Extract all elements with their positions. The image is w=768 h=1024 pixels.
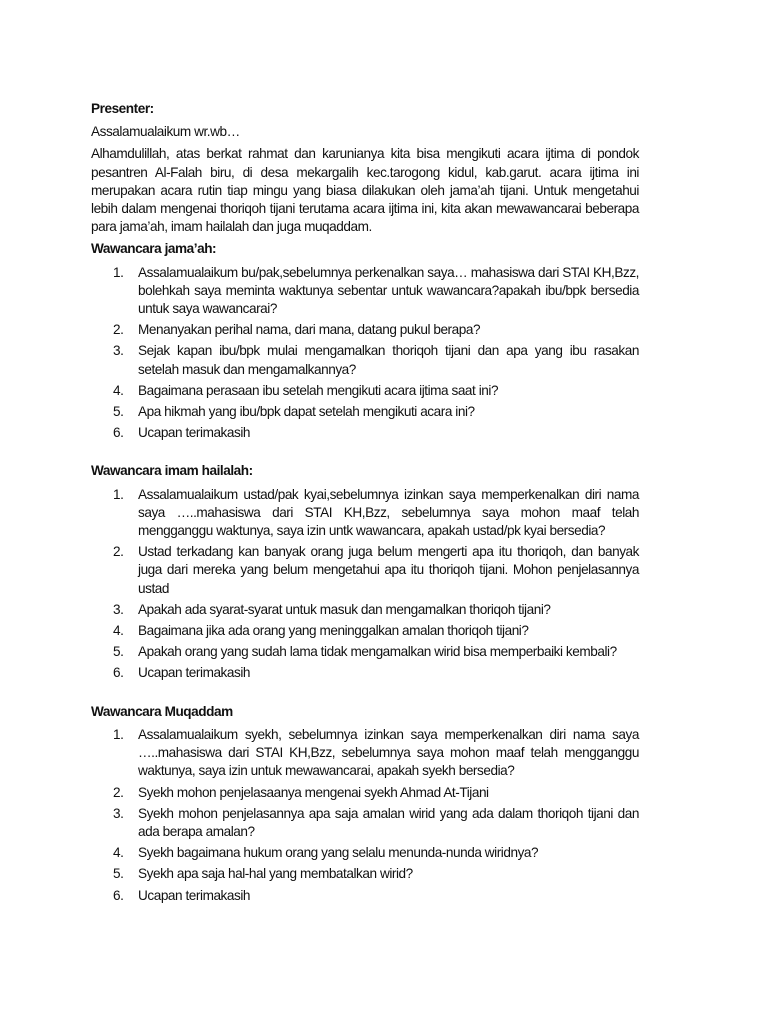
list-item	[91, 622, 639, 640]
list-item-number: 6.	[113, 887, 124, 903]
list-item-text: Apakah ada syarat-syarat untuk masuk dan mengamalkan thoriqoh tijani?	[138, 601, 551, 617]
list-item	[91, 865, 639, 883]
section-spacer	[91, 686, 639, 703]
list-item-text: Menanyakan perihal nama, dari mana, datang pukul berapa?	[138, 322, 481, 338]
list-item-text: Sejak kapan ibu/bpk mulai mengamalkan thoriqoh tijani dan apa yang ibu rasakan setelah masuk dan mengamalkannya?	[138, 343, 639, 377]
list-item-text: Apakah orang yang sudah lama tidak mengamalkan wirid bisa memperbaiki kembali?	[138, 644, 617, 660]
list-item-number: 5.	[113, 644, 124, 660]
list-item-number: 4.	[113, 845, 124, 861]
list-item-number: 3.	[113, 343, 124, 359]
section-heading-jamaah: Wawancara jama’ah:	[91, 241, 217, 257]
list-item	[91, 643, 639, 661]
list-item-number: 3.	[113, 805, 124, 821]
list-item-number: 6.	[113, 665, 124, 681]
question-list-muqaddam	[91, 726, 639, 905]
interview-sections	[91, 240, 639, 904]
question-list-imam-hailalah	[91, 486, 639, 683]
list-item	[91, 486, 639, 541]
list-item-text: Syekh mohon penjelasaanya mengenai syekh Ahmad At-Tijani	[138, 784, 489, 800]
list-item-number: 5.	[113, 404, 124, 420]
list-item-number: 3.	[113, 601, 124, 617]
list-item	[91, 264, 639, 319]
section-heading-imam-hailalah: Wawancara imam hailalah:	[91, 463, 253, 479]
list-item-text: Ucapan terimakasih	[138, 665, 251, 681]
list-item	[91, 424, 639, 442]
list-item-text: Assalamualaikum ustad/pak kyai,sebelumnya izinkan saya memperkenalkan diri nama saya …..mahasiswa dari STAI KH,Bzz, sebelumnya saya mohon maaf telah mengganggu waktunya, saya izin untk wawancara, apakah ustad/pk kyai bersedia?	[138, 486, 639, 539]
list-item	[91, 403, 639, 421]
list-item	[91, 342, 639, 378]
list-item	[91, 321, 639, 339]
list-item	[91, 784, 639, 802]
list-item-text: Syekh mohon penjelasannya apa saja amalan wirid yang ada dalam thoriqoh tijani dan ada berapa amalan?	[138, 805, 639, 839]
list-item-text: Ucapan terimakasih	[138, 887, 251, 903]
list-item-text: Bagaimana perasaan ibu setelah mengikuti acara ijtima saat ini?	[138, 382, 499, 398]
list-item-number: 5.	[113, 866, 124, 882]
list-item-number: 2.	[113, 544, 124, 560]
list-item	[91, 664, 639, 682]
list-item	[91, 543, 639, 598]
document-page	[91, 100, 639, 908]
list-item	[91, 382, 639, 400]
list-item-text: Apa hikmah yang ibu/bpk dapat setelah mengikuti acara ini?	[138, 404, 475, 420]
section-spacer	[91, 445, 639, 462]
list-item-text: Bagaimana jika ada orang yang meninggalkan amalan thoriqoh tijani?	[138, 623, 529, 639]
list-item-number: 2.	[113, 322, 124, 338]
list-item	[91, 887, 639, 905]
list-item-text: Ucapan terimakasih	[138, 425, 251, 441]
list-item-number: 6.	[113, 425, 124, 441]
list-item-number: 1.	[113, 726, 124, 742]
section-heading-muqaddam: Wawancara Muqaddam	[91, 703, 233, 719]
list-item	[91, 844, 639, 862]
list-item-number: 1.	[113, 486, 124, 502]
list-item-text: Syekh apa saja hal-hal yang membatalkan wirid?	[138, 866, 413, 882]
greeting-text: Assalamualaikum wr.wb…	[91, 124, 240, 140]
list-item-number: 4.	[113, 382, 124, 398]
list-item-number: 4.	[113, 623, 124, 639]
presenter-heading: Presenter:	[91, 101, 154, 116]
list-item	[91, 805, 639, 841]
list-item	[91, 726, 639, 781]
list-item-text: Assalamualaikum syekh, sebelumnya izinkan saya memperkenalkan diri nama saya …..mahasiswa dari STAI KH,Bzz, sebelumnya saya mohon maaf telah mengganggu waktunya, saya izin untuk mewawancarai, apakah syekh bersedia?	[138, 726, 639, 779]
intro-paragraph: Alhamdulillah, atas berkat rahmat dan karunianya kita bisa mengikuti acara ijtima di pondok pesantren Al-Falah biru, di desa mekargalih kec.tarogong kidul, kab.garut. acara ijtima ini merupakan acara rutin tiap mingu yang biasa dilakukan oleh jama’ah tijani. Untuk mengetahui lebih dalam mengenai thoriqoh tijani terutama acara ijtima ini, kita akan mewawancarai beberapa para jama’ah, imam hailalah dan juga muqaddam.	[91, 146, 639, 235]
list-item-text: Syekh bagaimana hukum orang yang selalu menunda-nunda wiridnya?	[138, 845, 539, 861]
list-item-text: Ustad terkadang kan banyak orang juga belum mengerti apa itu thoriqoh, dan banyak juga dari mereka yang belum mengetahui apa itu thoriqoh tijani. Mohon penjelasannya ustad	[138, 544, 639, 596]
list-item	[91, 601, 639, 619]
question-list-jamaah	[91, 264, 639, 443]
list-item-text: Assalamualaikum bu/pak,sebelumnya perkenalkan saya… mahasiswa dari STAI KH,Bzz, bolehkah saya meminta waktunya sebentar untuk wawancara?apakah ibu/bpk bersedia untuk saya wawancarai?	[138, 264, 639, 317]
list-item-number: 1.	[113, 264, 124, 280]
list-item-number: 2.	[113, 784, 124, 800]
